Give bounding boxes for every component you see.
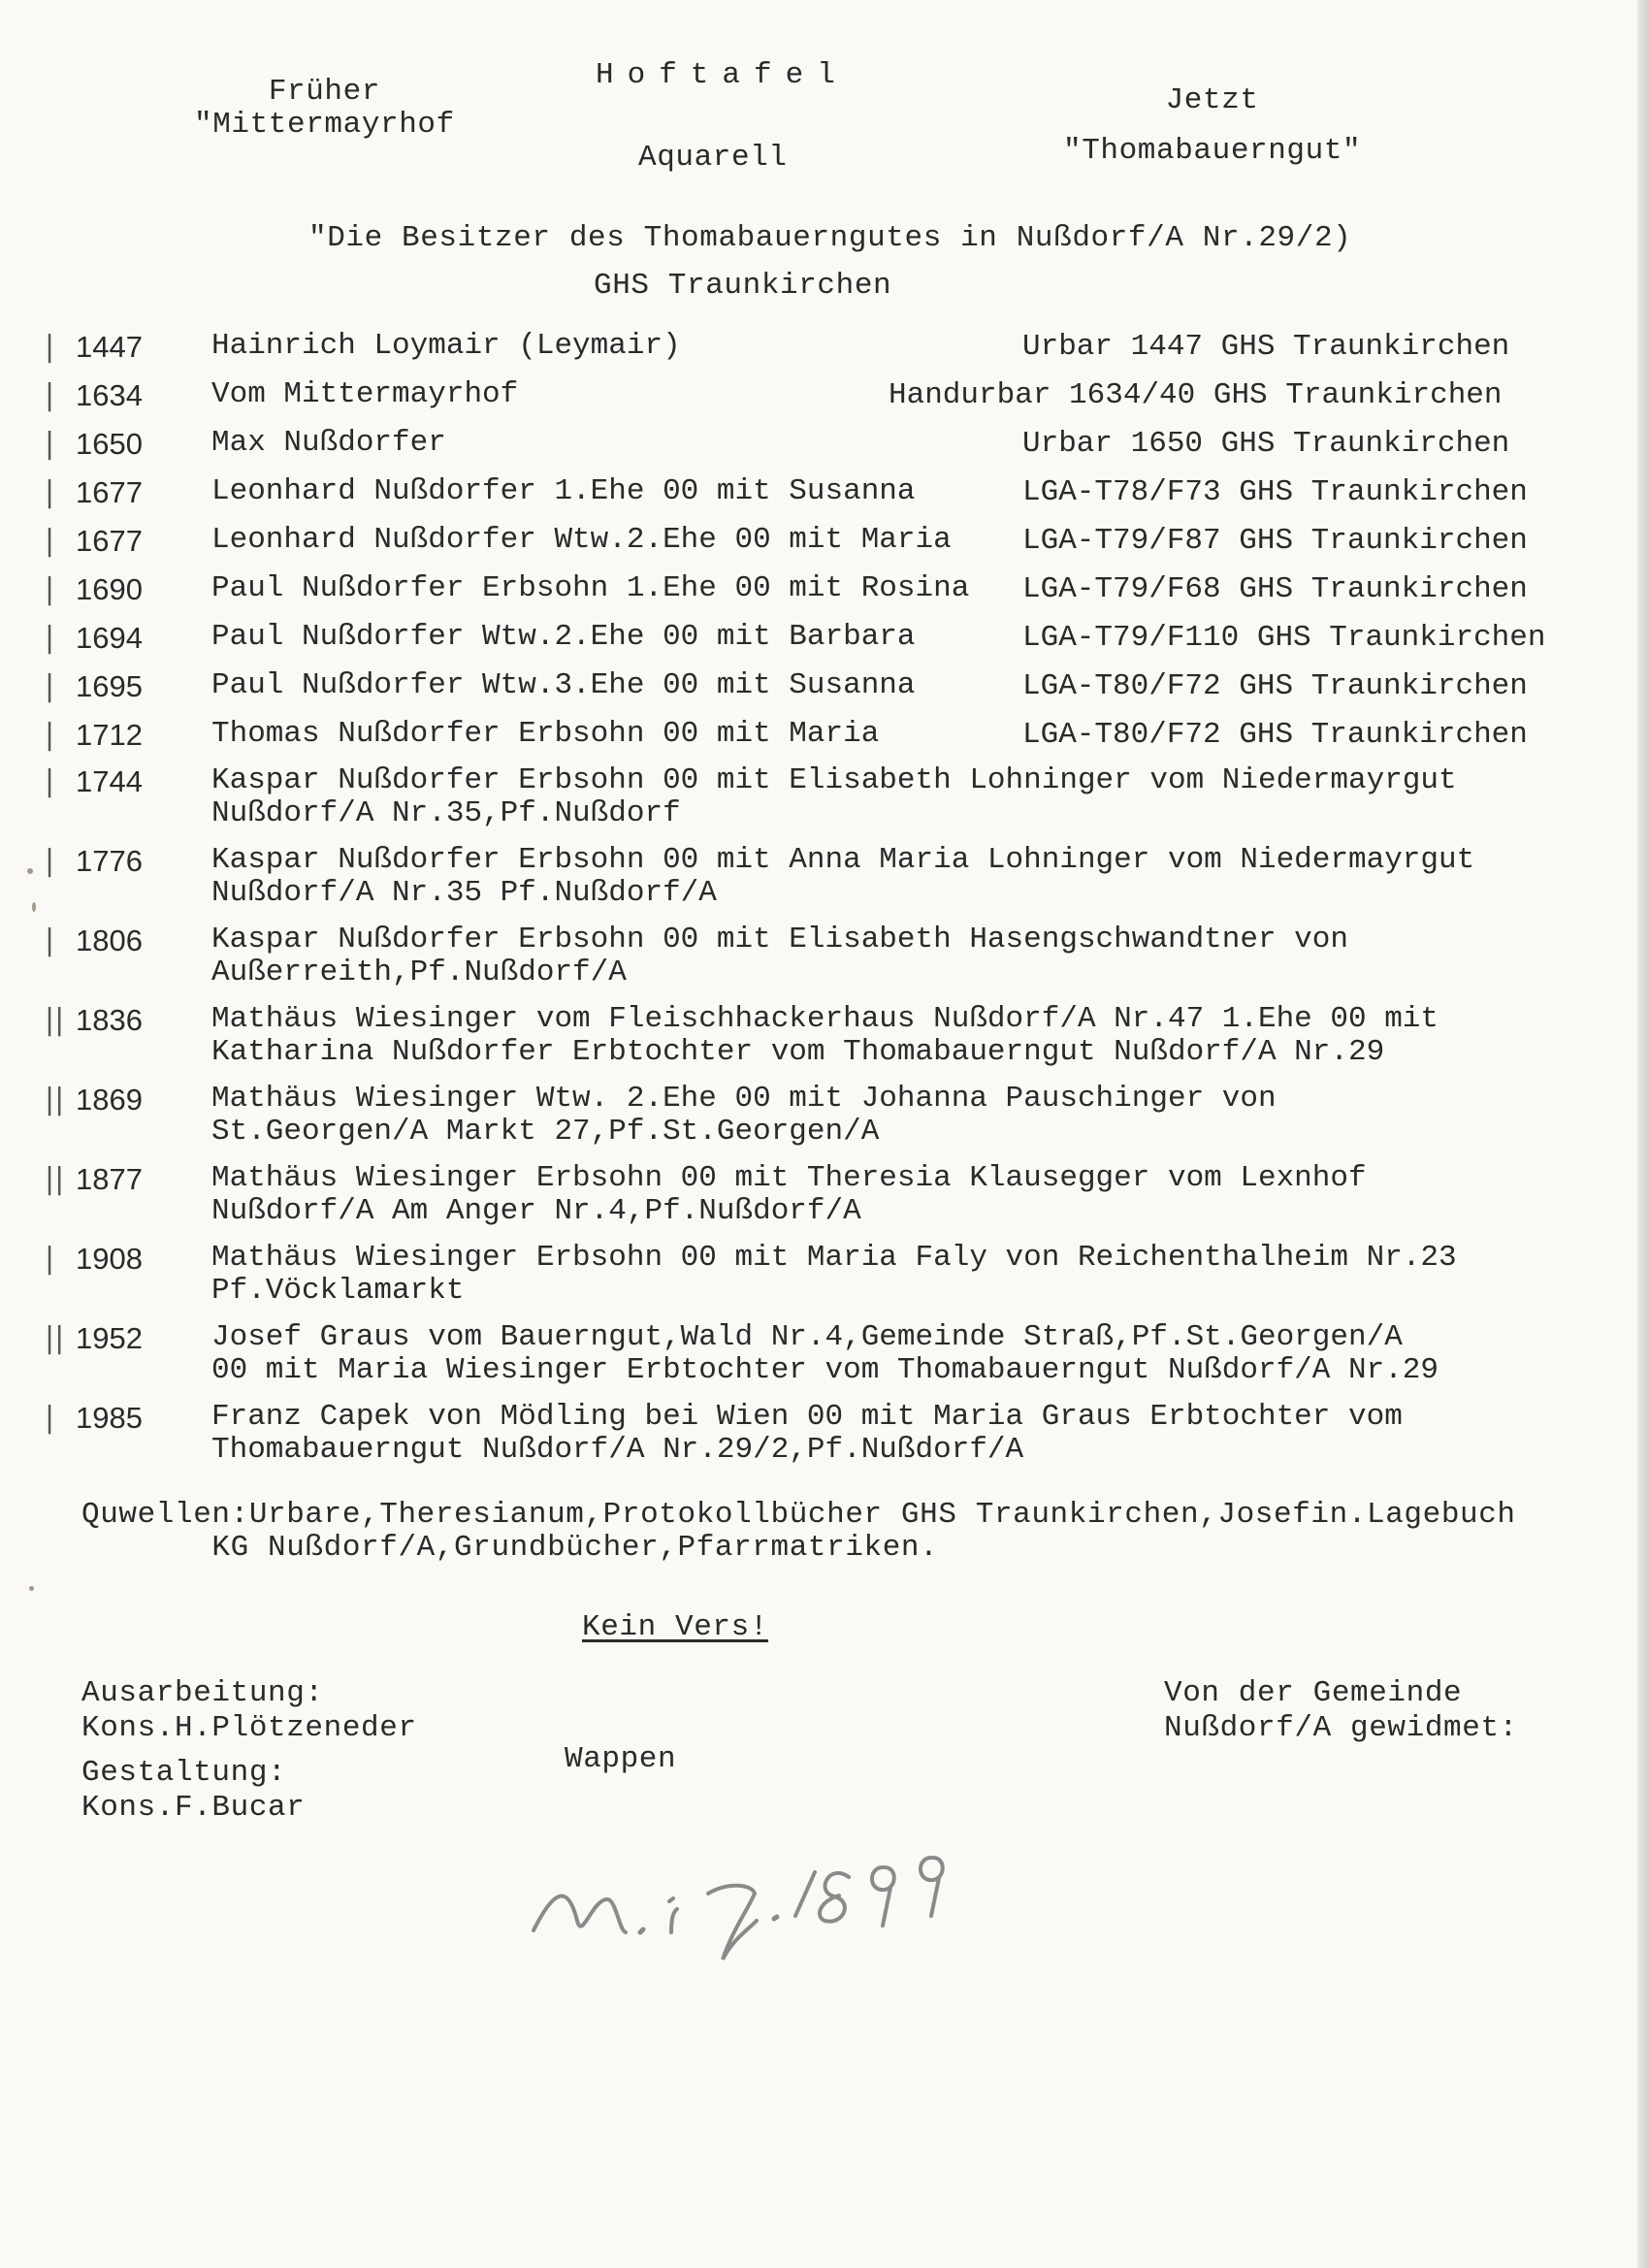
header-jetzt bbox=[1063, 76, 1361, 177]
margin-mark: | bbox=[45, 718, 55, 752]
header-aquarell: Aquarell bbox=[638, 141, 788, 175]
margin-mark: | bbox=[45, 524, 55, 558]
entry-text: Mathäus Wiesinger Wtw. 2.Ehe 00 mit Johanna Pauschinger von St.Georgen/A Markt 27,Pf.St.Georgen/A bbox=[211, 1082, 1277, 1149]
mittermayrhof-label: "Mittermayrhof bbox=[194, 108, 455, 142]
entry-text: Max Nußdorfer bbox=[211, 426, 446, 460]
entry-year: 1836 bbox=[76, 1003, 143, 1037]
entry-year: 1712 bbox=[76, 718, 143, 752]
margin-mark: | bbox=[45, 923, 55, 957]
gestaltung-block: Gestaltung: Kons.F.Bucar bbox=[81, 1756, 306, 1825]
margin-mark: | bbox=[45, 330, 55, 364]
margin-mark: | bbox=[45, 427, 55, 461]
entry-year: 1952 bbox=[76, 1321, 143, 1355]
entry-text: Mathäus Wiesinger Erbsohn 00 mit Theresia Klausegger vom Lexnhof Nußdorf/A Am Anger Nr.4,Pf.Nußdorf/A bbox=[211, 1161, 1367, 1228]
entry-year: 1690 bbox=[76, 572, 143, 606]
ausarbeitung-block: Ausarbeitung: Kons.H.Plötzeneder bbox=[81, 1676, 417, 1745]
sources-note: Quwellen:Urbare,Theresianum,Protokollbücher GHS Traunkirchen,Josefin.Lagebuch KG Nußdorf/A,Grundbücher,Pfarrmatriken. bbox=[81, 1498, 1516, 1565]
entry-year: 1877 bbox=[76, 1162, 143, 1196]
entry-text: Leonhard Nußdorfer Wtw.2.Ehe 00 mit Maria bbox=[211, 523, 952, 557]
entry-source: LGA-T79/F87 GHS Traunkirchen bbox=[1022, 524, 1528, 558]
header-hoftafel: Hoftafel bbox=[596, 58, 849, 92]
margin-mark: || bbox=[45, 1083, 65, 1117]
entry-source: Urbar 1447 GHS Traunkirchen bbox=[1022, 330, 1510, 364]
entry-text: Leonhard Nußdorfer 1.Ehe 00 mit Susanna bbox=[211, 474, 916, 508]
entry-text: Franz Capek von Mödling bei Wien 00 mit Maria Graus Erbtochter vom Thomabauerngut Nußdorf/A Nr.29/2,Pf.Nußdorf/A bbox=[211, 1400, 1403, 1467]
entry-text: Josef Graus vom Bauerngut,Wald Nr.4,Gemeinde Straß,Pf.St.Georgen/A 00 mit Maria Wiesinger Erbtochter vom Thomabauerngut Nußdorf/A Nr.29 bbox=[211, 1320, 1439, 1387]
entry-year: 1776 bbox=[76, 844, 143, 878]
margin-mark: | bbox=[45, 844, 55, 878]
entry-year: 1908 bbox=[76, 1242, 143, 1276]
paper-speck bbox=[27, 868, 33, 874]
entry-text: Mathäus Wiesinger vom Fleischhackerhaus Nußdorf/A Nr.47 1.Ehe 00 mit Katharina Nußdorfer Erbtochter vom Thomabauerngut Nußdorf/A Nr.29 bbox=[211, 1002, 1439, 1069]
entry-text: Paul Nußdorfer Wtw.2.Ehe 00 mit Barbara bbox=[211, 620, 916, 654]
wappen-label: Wappen bbox=[565, 1742, 677, 1776]
header-frueher bbox=[194, 76, 455, 142]
entry-year: 1744 bbox=[76, 764, 143, 798]
entry-year: 1985 bbox=[76, 1401, 143, 1435]
entry-text: Paul Nußdorfer Erbsohn 1.Ehe 00 mit Rosina bbox=[211, 571, 970, 605]
margin-mark: | bbox=[45, 1242, 55, 1276]
margin-mark: | bbox=[45, 669, 55, 703]
entry-text: Vom Mittermayrhof bbox=[211, 377, 519, 411]
document-title: "Die Besitzer des Thomabauerngutes in Nußdorf/A Nr.29/2) bbox=[308, 221, 1352, 255]
entry-source: LGA-T79/F68 GHS Traunkirchen bbox=[1022, 572, 1528, 606]
entry-text: Mathäus Wiesinger Erbsohn 00 mit Maria Faly von Reichenthalheim Nr.23 Pf.Vöcklamarkt bbox=[211, 1241, 1457, 1308]
entry-text: Kaspar Nußdorfer Erbsohn 00 mit Elisabeth Hasengschwandtner von Außerreith,Pf.Nußdorf/A bbox=[211, 923, 1348, 989]
document-subtitle: GHS Traunkirchen bbox=[594, 269, 892, 303]
entry-year: 1447 bbox=[76, 330, 143, 364]
jetzt-label: Jetzt bbox=[1165, 83, 1259, 117]
entry-source: LGA-T80/F72 GHS Traunkirchen bbox=[1022, 669, 1528, 703]
thomabauerngut-label: "Thomabauerngut" bbox=[1063, 134, 1362, 168]
margin-mark: || bbox=[45, 1321, 65, 1355]
kein-vers: Kein Vers! bbox=[582, 1610, 769, 1644]
frueher-label: Früher bbox=[268, 75, 381, 109]
entry-year: 1677 bbox=[76, 475, 143, 509]
margin-mark: || bbox=[45, 1003, 65, 1037]
entry-text: Hainrich Loymair (Leymair) bbox=[211, 329, 681, 363]
margin-mark: | bbox=[45, 764, 55, 798]
entry-text: Kaspar Nußdorfer Erbsohn 00 mit Anna Maria Lohninger vom Niedermayrgut Nußdorf/A Nr.35 Pf.Nußdorf/A bbox=[211, 843, 1475, 910]
handwritten-date-signature bbox=[524, 1824, 970, 1979]
paper-speck bbox=[32, 902, 36, 912]
gemeinde-dedication: Von der Gemeinde Nußdorf/A gewidmet: bbox=[1164, 1676, 1518, 1745]
entry-text: Paul Nußdorfer Wtw.3.Ehe 00 mit Susanna bbox=[211, 668, 916, 702]
margin-mark: || bbox=[45, 1162, 65, 1196]
paper-speck bbox=[29, 1586, 34, 1591]
entry-year: 1869 bbox=[76, 1083, 143, 1117]
margin-mark: | bbox=[45, 378, 55, 412]
entry-year: 1634 bbox=[76, 378, 143, 412]
page-edge bbox=[1637, 0, 1649, 2268]
margin-mark: | bbox=[45, 621, 55, 655]
entry-year: 1694 bbox=[76, 621, 143, 655]
margin-mark: | bbox=[45, 1401, 55, 1435]
entry-text: Thomas Nußdorfer Erbsohn 00 mit Maria bbox=[211, 717, 880, 751]
margin-mark: | bbox=[45, 475, 55, 509]
entry-year: 1695 bbox=[76, 669, 143, 703]
entry-source: LGA-T78/F73 GHS Traunkirchen bbox=[1022, 475, 1528, 509]
entry-source: LGA-T80/F72 GHS Traunkirchen bbox=[1022, 718, 1528, 752]
entry-source: Handurbar 1634/40 GHS Traunkirchen bbox=[889, 378, 1503, 412]
entry-source: Urbar 1650 GHS Traunkirchen bbox=[1022, 427, 1510, 461]
entry-text: Kaspar Nußdorfer Erbsohn 00 mit Elisabeth Lohninger vom Niedermayrgut Nußdorf/A Nr.35,Pf.Nußdorf bbox=[211, 763, 1457, 830]
entry-source: LGA-T79/F110 GHS Traunkirchen bbox=[1022, 621, 1546, 655]
margin-mark: | bbox=[45, 572, 55, 606]
entry-year: 1677 bbox=[76, 524, 143, 558]
entry-year: 1650 bbox=[76, 427, 143, 461]
entry-year: 1806 bbox=[76, 923, 143, 957]
